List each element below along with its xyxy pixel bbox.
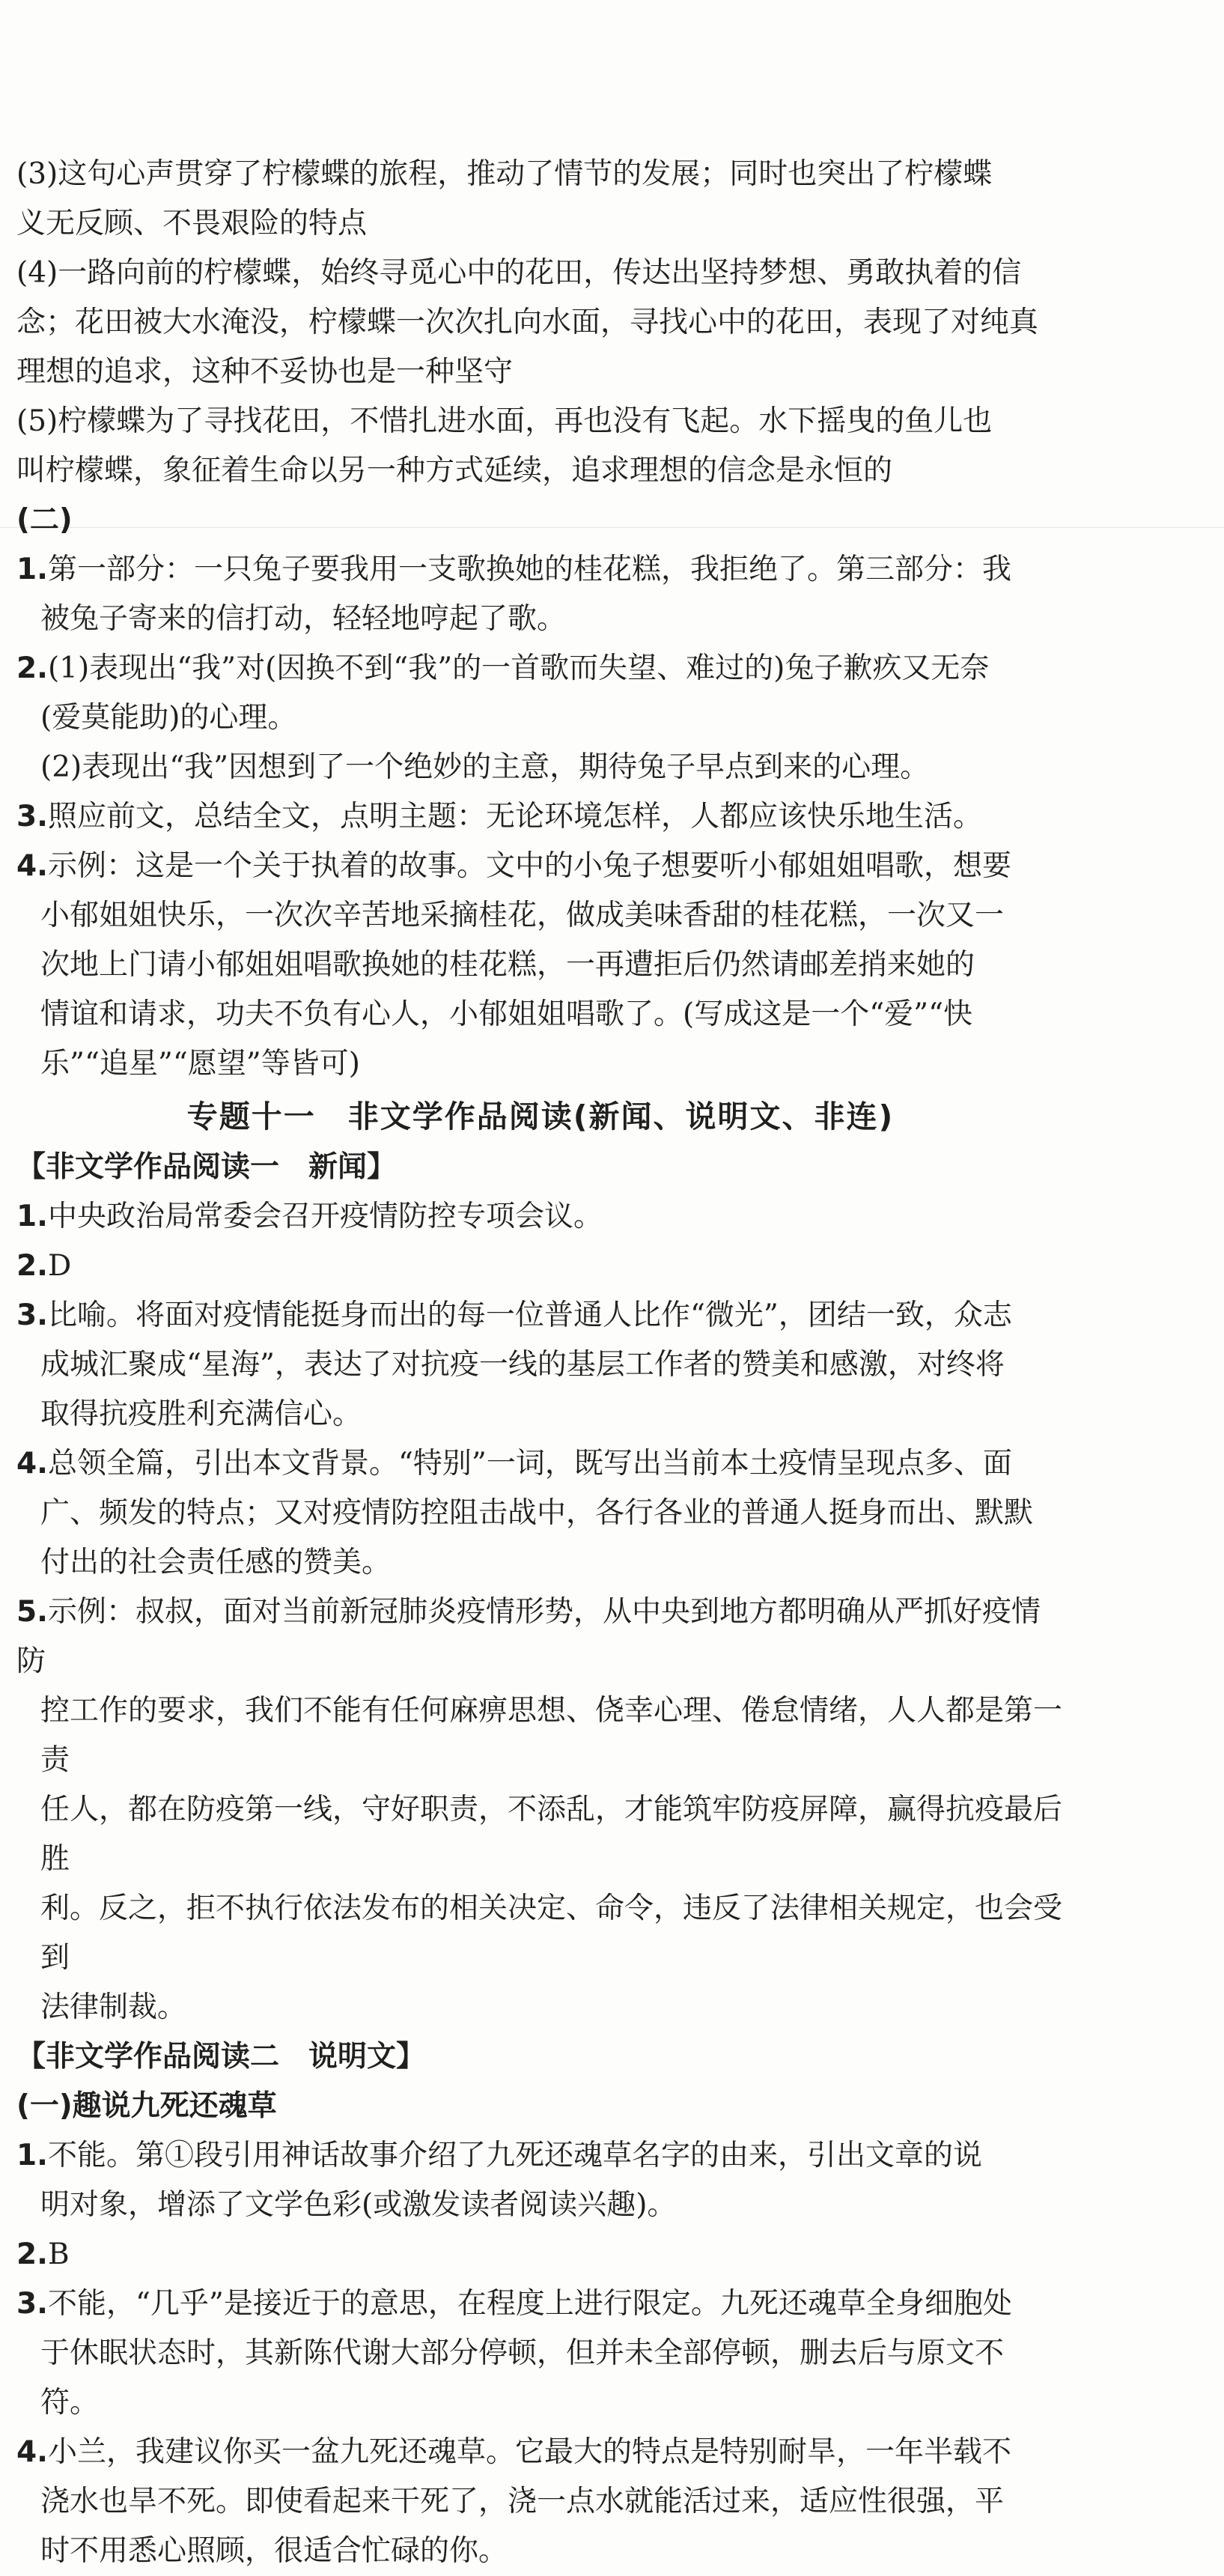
item-text: 不能，“几乎”是接近于的意思，在程度上进行限定。九死还魂草全身细胞处 (47, 2287, 1012, 2321)
subsection-heading: 【非文学作品阅读一 新闻】 (16, 1150, 397, 1184)
item-text: B (47, 2238, 70, 2271)
text-line: 义无反顾、不畏艰险的特点 (16, 207, 368, 240)
text-line: (5)柠檬蝶为了寻找花田，不惜扎进水面，再也没有飞起。水下摇曳的鱼儿也 (16, 404, 993, 438)
item-text: 小兰，我建议你买一盆九死还魂草。它最大的特点是特别耐旱，一年半载不 (47, 2435, 1011, 2469)
text-line: 广、频发的特点；又对疫情防控阻击战中，各行各业的普通人挺身而出、默默 (40, 1496, 1034, 1530)
item-number: 1. (16, 2139, 48, 2172)
text-line: 法律制裁。 (40, 1990, 187, 2024)
item-number: 2. (16, 2238, 48, 2271)
answer-item (16, 1439, 1065, 1489)
item-text: (1)表现出“我”对(因换不到“我”的一首歌而失望、难过的)兔子歉疚又无奈 (47, 651, 990, 685)
answer-item (16, 792, 1065, 842)
text-line: 念；花田被大水淹没，柠檬蝶一次次扎向水面，寻找心中的花田，表现了对纯真 (16, 306, 1039, 339)
subsection-heading: 【非文学作品阅读二 说明文】 (16, 2040, 426, 2074)
answer-item (16, 2428, 1065, 2477)
item-text: 不能。第①段引用神话故事介绍了九死还魂草名字的由来，引出文章的说 (47, 2139, 982, 2172)
answer-item (16, 2131, 1065, 2181)
text-line: 小郁姐姐快乐，一次次辛苦地采摘桂花，做成美味香甜的桂花糕，一次又一 (40, 899, 1005, 932)
item-text: 照应前文，总结全文，点明主题：无论环境怎样，人都应该快乐地生活。 (47, 800, 982, 833)
answer-item (16, 1291, 1065, 1340)
text-line: 明对象，增添了文学色彩(或激发读者阅读兴趣)。 (40, 2188, 677, 2222)
subsection-heading: (二) (16, 503, 73, 537)
text-line: 付出的社会责任感的赞美。 (40, 1546, 392, 1579)
text-line: (2)表现出“我”因想到了一个绝妙的主意，期待兔子早点到来的心理。 (40, 750, 930, 784)
answer-item (16, 1588, 1065, 1686)
text-line: 次地上门请小郁姐姐唱歌换她的桂花糕，一再遭拒后仍然请邮差捎来她的 (40, 948, 975, 982)
text-line: 成城汇聚成“星海”，表达了对抗疫一线的基层工作者的赞美和感激，对终将 (40, 1348, 1005, 1382)
item-text: 第一部分：一只兔子要我用一支歌换她的桂花糕，我拒绝了。第三部分：我 (47, 553, 1011, 586)
text-line: 浇水也旱不死。即使看起来干死了，浇一点水就能活过来，适应性很强，平 (40, 2485, 1005, 2518)
answer-item (16, 1242, 1065, 1291)
text-line: (爱莫能助)的心理。 (40, 701, 297, 735)
item-number: 3. (16, 800, 48, 833)
text-line: 理想的追求，这种不妥协也是一种坚守 (16, 355, 514, 389)
text-line: 符。 (40, 2386, 100, 2419)
text-line: 任人，都在防疫第一线，守好职责，不添乱，才能筑牢防疫屏障，赢得抗疫最后胜 (40, 1793, 1063, 1876)
answer-item (16, 2279, 1065, 2329)
answer-text-column (16, 150, 1065, 2576)
text-line: 乐”“追星”“愿望”等皆可) (40, 1047, 360, 1081)
item-number: 4. (16, 2435, 48, 2469)
item-text: 示例：这是一个关于执着的故事。文中的小兔子想要听小郁姐姐唱歌，想要 (47, 849, 1011, 883)
text-line: 于休眠状态时，其新陈代谢大部分停顿，但并未全部停顿，删去后与原文不 (40, 2336, 1005, 2370)
item-number: 3. (16, 1298, 48, 1332)
item-text: 示例：叔叔，面对当前新冠肺炎疫情形势，从中央到地方都明确从严抓好疫情防 (16, 1595, 1041, 1678)
answer-item (16, 2230, 1065, 2279)
text-line: 时不用悉心照顾，很适合忙碌的你。 (40, 2534, 508, 2568)
text-line: 被兔子寄来的信打动，轻轻地哼起了歌。 (40, 602, 567, 636)
item-text: D (47, 1249, 72, 1283)
text-line: (4)一路向前的柠檬蝶，始终寻觅心中的花田，传达出坚持梦想、勇敢执着的信 (16, 256, 1022, 290)
text-line: 叫柠檬蝶，象征着生命以另一种方式延续，追求理想的信念是永恒的 (16, 454, 893, 487)
subsection-heading: (一)趣说九死还魂草 (16, 2089, 277, 2123)
item-number: 4. (16, 849, 48, 883)
item-text: 比喻。将面对疫情能挺身而出的每一位普通人比作“微光”，团结一致，众志 (47, 1298, 1012, 1332)
text-line: 利。反之，拒不执行依法发布的相关决定、命令，违反了法律相关规定，也会受到 (40, 1892, 1063, 1975)
text-line: 取得抗疫胜利充满信心。 (40, 1397, 362, 1431)
answer-item (16, 644, 1065, 693)
item-text: 总领全篇，引出本文背景。“特别”一词，既写出当前本土疫情呈现点多、面 (47, 1447, 1012, 1480)
item-number: 3. (16, 2287, 48, 2321)
section-title: 专题十一 非文学作品阅读(新闻、说明文、非连) (186, 1099, 895, 1134)
item-number: 1. (16, 553, 48, 586)
item-number: 1. (16, 1200, 48, 1233)
answer-item (16, 1192, 1065, 1242)
item-number: 5. (16, 1595, 48, 1629)
item-number: 4. (16, 1447, 48, 1480)
item-text: 中央政治局常委会召开疫情防控专项会议。 (47, 1200, 603, 1233)
item-number: 2. (16, 1249, 48, 1283)
text-line: (3)这句心声贯穿了柠檬蝶的旅程，推动了情节的发展；同时也突出了柠檬蝶 (16, 157, 993, 191)
text-line: 控工作的要求，我们不能有任何麻痹思想、侥幸心理、倦怠情绪，人人都是第一责 (40, 1694, 1063, 1777)
answer-item (16, 842, 1065, 891)
text-line: 情谊和请求，功夫不负有心人，小郁姐姐唱歌了。(写成这是一个“爱”“快 (40, 997, 973, 1031)
item-number: 2. (16, 651, 48, 685)
answer-item (16, 545, 1065, 595)
